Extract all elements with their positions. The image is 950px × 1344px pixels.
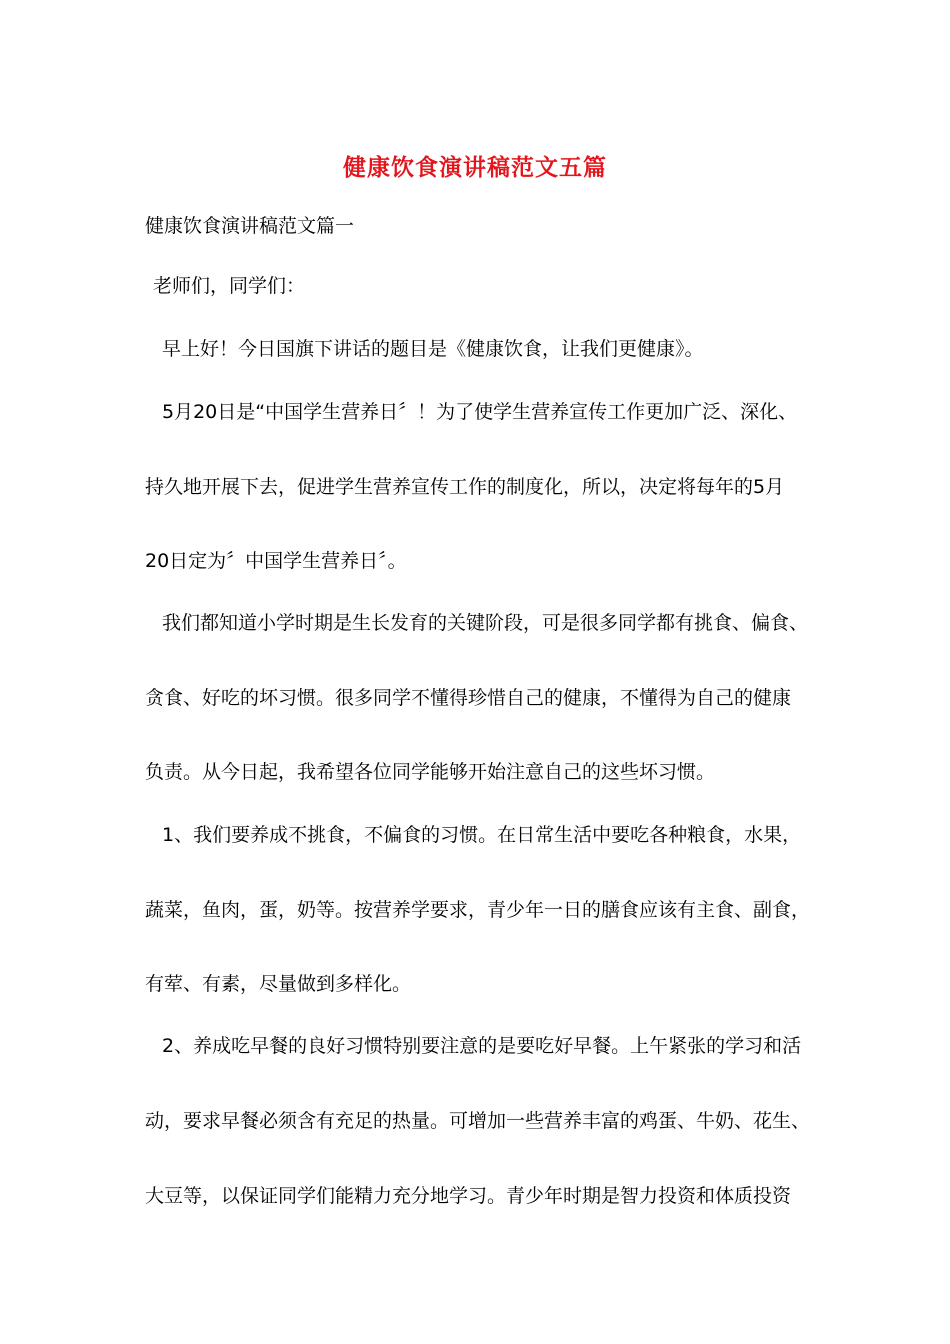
paragraph-line: 贪食、好吃的坏习惯。很多同学不懂得珍惜自己的健康，不懂得为自己的健康 (145, 687, 792, 709)
paragraph-line: 1、我们要养成不挑食，不偏食的习惯。在日常生活中要吃各种粮食，水果， (162, 824, 802, 846)
paragraph-line: 动，要求早餐必须含有充足的热量。可增加一些营养丰富的鸡蛋、牛奶、花生、 (145, 1110, 811, 1132)
paragraph-line: 有荤、有素，尽量做到多样化。 (145, 973, 412, 995)
paragraph-line: 持久地开展下去，促进学生营养宣传工作的制度化，所以，决定将每年的5月 (145, 476, 785, 498)
salutation: 老师们，同学们： (153, 275, 306, 297)
paragraph-line: 5月20日是“中国学生营养日〞！为了使学生营养宣传工作更加广泛、深化、 (162, 401, 798, 423)
paragraph-line: 我们都知道小学时期是生长发育的关键阶段，可是很多同学都有挑食、偏食、 (162, 612, 809, 634)
paragraph-line: 2、养成吃早餐的良好习惯特别要注意的是要吃好早餐。上午紧张的学习和活 (162, 1035, 802, 1057)
paragraph-line: 蔬菜，鱼肉，蛋，奶等。按营养学要求，青少年一日的膳食应该有主食、副食， (145, 899, 811, 921)
paragraph-line: 20日定为〞中国学生营养日〞。 (145, 550, 407, 572)
paragraph-line: 负责。从今日起，我希望各位同学能够开始注意自己的这些坏习惯。 (145, 761, 716, 783)
paragraph-line: 大豆等，以保证同学们能精力充分地学习。青少年时期是智力投资和体质投资 (145, 1185, 792, 1207)
section-heading: 健康饮食演讲稿范文篇一 (145, 215, 355, 237)
document-title: 健康饮食演讲稿范文五篇 (343, 154, 607, 181)
paragraph-line: 早上好！今日国旗下讲话的题目是《健康饮食，让我们更健康》。 (162, 338, 704, 360)
